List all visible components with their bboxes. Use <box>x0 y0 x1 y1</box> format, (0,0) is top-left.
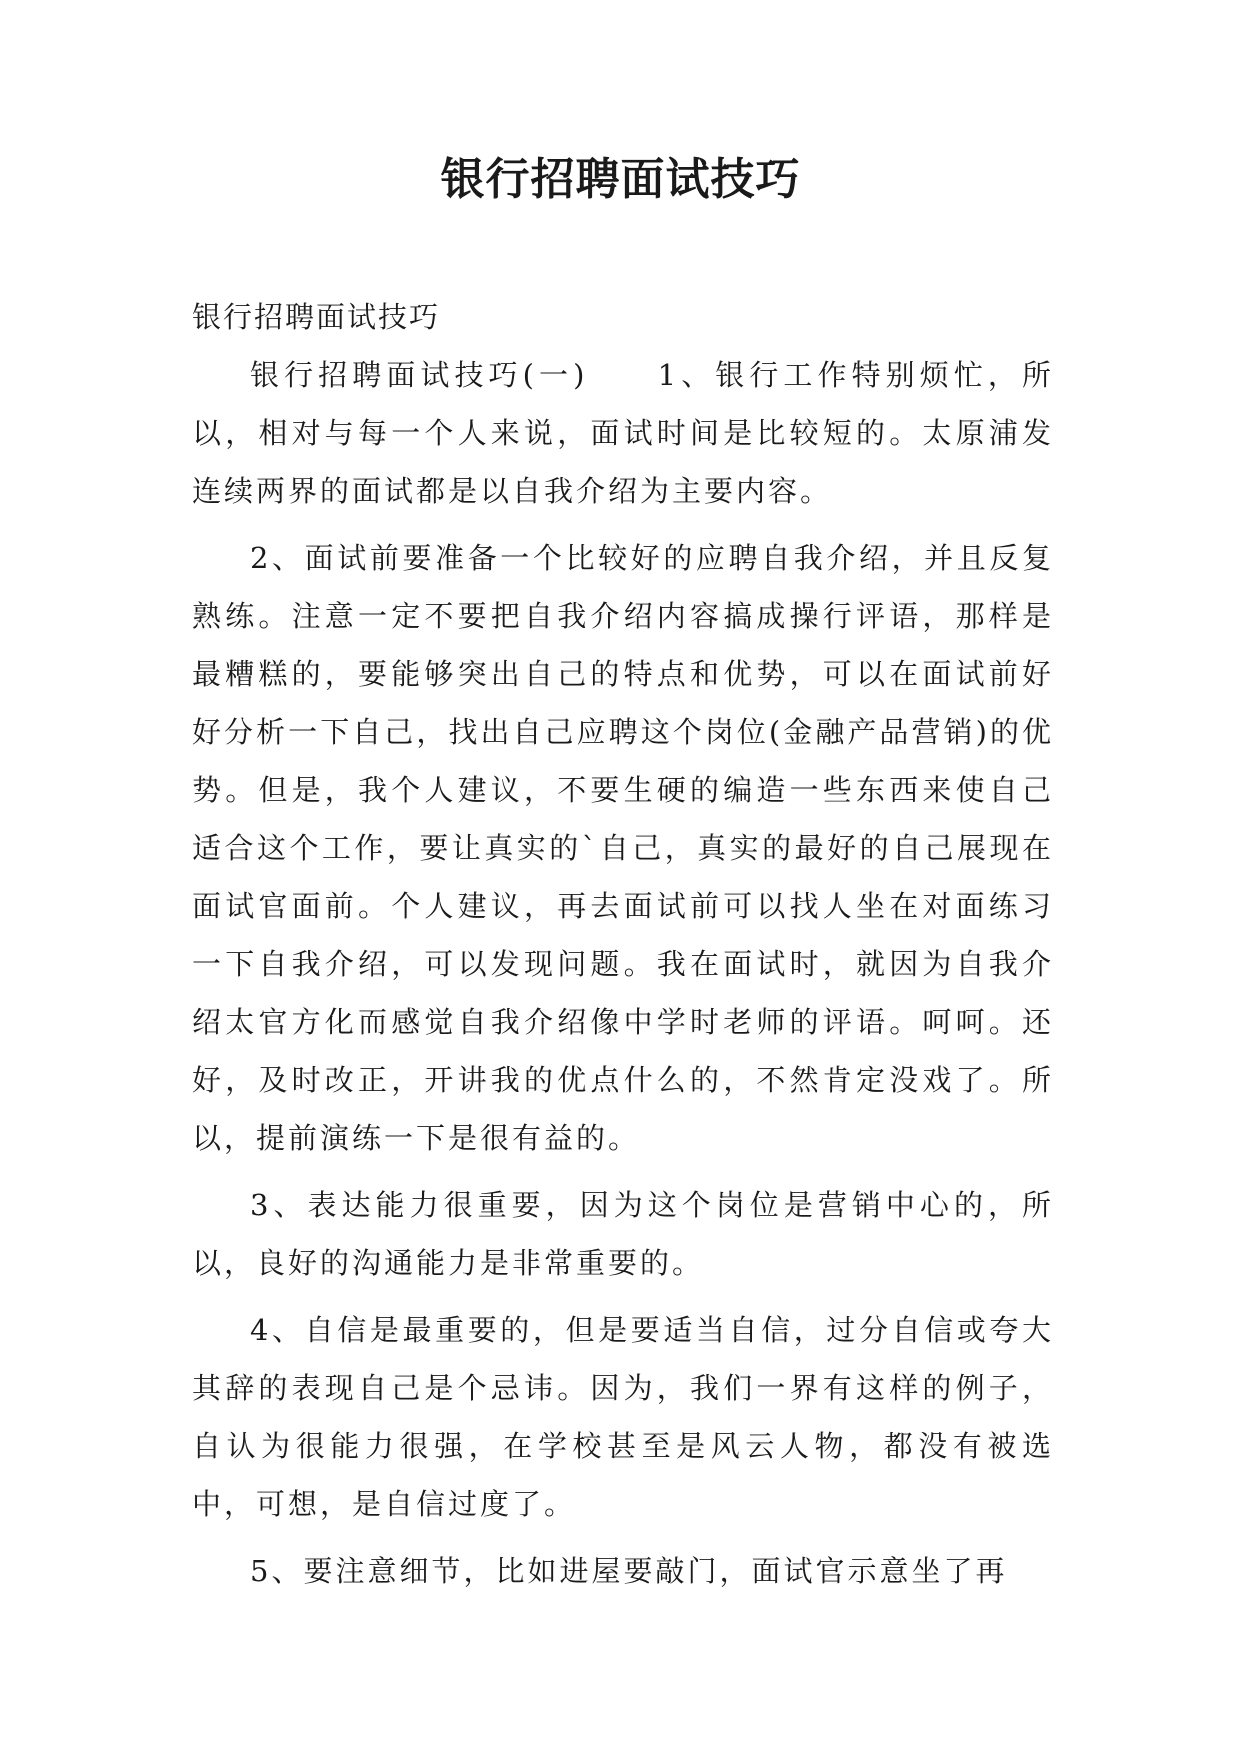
document-subtitle: 银行招聘面试技巧 <box>192 300 441 334</box>
paragraph-3: 3、表达能力很重要，因为这个岗位是营销中心的，所以，良好的沟通能力是非常重要的。 <box>192 1188 1054 1280</box>
document-body <box>192 288 1054 1609</box>
paragraph-1: 银行招聘面试技巧(一) 1、银行工作特别烦忙，所以，相对与每一个人来说，面试时间是比较短的。太原浦发连续两界的面试都是以自我介绍为主要内容。 <box>192 358 1054 508</box>
paragraph-5: 5、要注意细节，比如进屋要敲门，面试官示意坐了再 <box>250 1554 1008 1588</box>
paragraph-4: 4、自信是最重要的，但是要适当自信，过分自信或夸大其辞的表现自己是个忌讳。因为，我们一界有这样的例子，自认为很能力很强，在学校甚至是风云人物，都没有被选中，可想，是自信过度了。 <box>192 1313 1054 1521</box>
document-title: 银行招聘面试技巧 <box>440 154 801 205</box>
paragraph-2: 2、面试前要准备一个比较好的应聘自我介绍，并且反复熟练。注意一定不要把自我介绍内容搞成操行评语，那样是最糟糕的，要能够突出自己的特点和优势，可以在面试前好好分析一下自己，找出自己应聘这个岗位(金融产品营销)的优势。但是，我个人建议，不要生硬的编造一些东西来使自己适合这个工作，要让真实的`自己，真实的最好的自己展现在面试官面前。个人建议，再去面试前可以找人坐在对面练习一下自我介绍，可以发现问题。我在面试时，就因为自我介绍太官方化而感觉自我介绍像中学时老师的评语。呵呵。还好，及时改正，开讲我的优点什么的，不然肯定没戏了。所以，提前演练一下是很有益的。 <box>192 541 1054 1155</box>
